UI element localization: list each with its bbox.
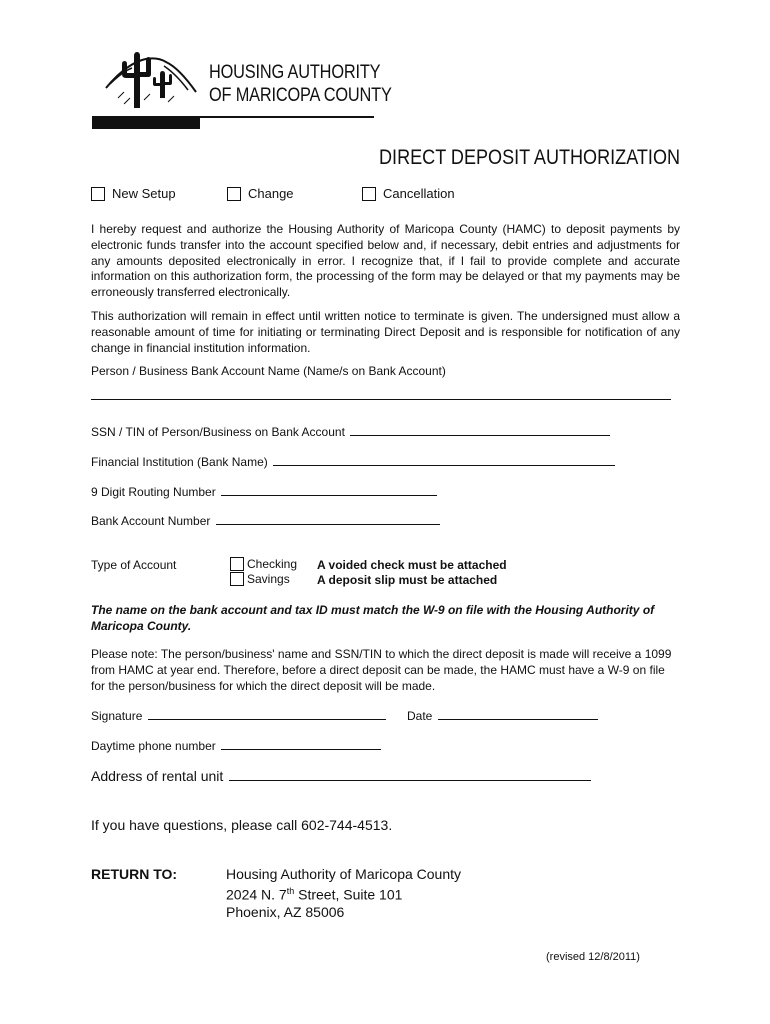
return-address-suite: Street, Suite 101 (294, 886, 403, 903)
change-checkbox[interactable] (227, 187, 241, 201)
signature-field[interactable] (148, 708, 386, 720)
return-address-ordinal: th (286, 886, 295, 896)
checking-note: A voided check must be attached (317, 558, 507, 572)
new-setup-checkbox[interactable] (91, 187, 105, 201)
return-address (226, 866, 461, 921)
bank-field[interactable] (273, 454, 615, 466)
new-setup-label: New Setup (112, 186, 176, 201)
option-cancellation[interactable] (362, 186, 455, 201)
account-type-label: Type of Account (91, 558, 177, 572)
phone-field[interactable] (221, 738, 381, 750)
match-note: The name on the bank account and tax ID must match the W-9 on file with the Housing Authority of Maricopa County. (91, 603, 655, 633)
account-name-field[interactable] (91, 399, 671, 400)
checking-checkbox[interactable] (230, 557, 244, 571)
date-row (407, 708, 598, 723)
checking-label: Checking (247, 557, 298, 571)
ssn-row (91, 424, 610, 439)
routing-row (91, 484, 437, 499)
authorization-paragraph: I hereby request and authorize the Housing Authority of Maricopa County (HAMC) to deposit payments by electronic funds transfer into the account specified below and, if necessary, debit entries and adjustments for any amounts deposited electronically in error. I recognize that, if I fail to provide complete and accurate information on this authorization form, the processing of the form may be delayed or that my payments may be erroneously transferred electronically. (91, 222, 680, 300)
effect-paragraph: This authorization will remain in effect until written notice to terminate is given. The undersigned must allow a reasonable amount of time for initiating or terminating Direct Deposit and is responsible for notification of any change in financial institution information. (91, 309, 680, 355)
option-new-setup[interactable] (91, 186, 176, 201)
return-to-label: RETURN TO: (91, 866, 178, 882)
account-number-field[interactable] (216, 513, 440, 525)
account-name-label: Person / Business Bank Account Name (Name/s on Bank Account) (91, 364, 446, 378)
account-number-label: Bank Account Number (91, 514, 211, 528)
date-field[interactable] (438, 708, 598, 720)
return-address-street: 2024 N. 7 (226, 886, 287, 903)
bank-row (91, 454, 615, 469)
change-label: Change (248, 186, 294, 201)
address-label: Address of rental unit (91, 768, 224, 784)
cancellation-label: Cancellation (383, 186, 455, 201)
savings-label: Savings (247, 572, 290, 586)
return-address-line3: Phoenix, AZ 85006 (226, 903, 345, 920)
signature-label: Signature (91, 709, 143, 723)
address-field[interactable] (229, 767, 591, 781)
savings-note: A deposit slip must be attached (317, 573, 498, 587)
please-note: Please note: The person/business' name and SSN/TIN to which the direct deposit is made will receive a 1099 from HAMC at year end. Therefore, before a direct deposit can be made, the HAMC must have a W-9 on file for the person/business for which the direct deposit will be made. (91, 647, 672, 693)
bank-label: Financial Institution (Bank Name) (91, 455, 268, 469)
org-name-line2: OF MARICOPA COUNTY (209, 85, 392, 106)
signature-row (91, 708, 386, 723)
org-name-line1: HOUSING AUTHORITY (209, 62, 381, 83)
phone-row (91, 738, 381, 753)
address-row (91, 767, 591, 784)
header-rule-bar (92, 118, 200, 129)
ssn-label: SSN / TIN of Person/Business on Bank Account (91, 425, 345, 439)
account-number-row (91, 513, 440, 528)
date-label: Date (407, 709, 433, 723)
option-change[interactable] (227, 186, 294, 201)
routing-label: 9 Digit Routing Number (91, 485, 216, 499)
phone-label: Daytime phone number (91, 739, 216, 753)
checking-option[interactable] (230, 557, 297, 571)
return-address-line2 (226, 883, 461, 904)
savings-checkbox[interactable] (230, 572, 244, 586)
savings-option[interactable] (230, 572, 290, 586)
routing-field[interactable] (221, 484, 437, 496)
cancellation-checkbox[interactable] (362, 187, 376, 201)
cactus-mountain-logo-icon (104, 48, 204, 110)
return-address-line1: Housing Authority of Maricopa County (226, 866, 462, 882)
ssn-field[interactable] (350, 424, 610, 436)
form-title: DIRECT DEPOSIT AUTHORIZATION (378, 146, 680, 169)
revision-date: (revised 12/8/2011) (546, 951, 640, 963)
questions-text: If you have questions, please call 602-744-4513. (91, 817, 393, 833)
